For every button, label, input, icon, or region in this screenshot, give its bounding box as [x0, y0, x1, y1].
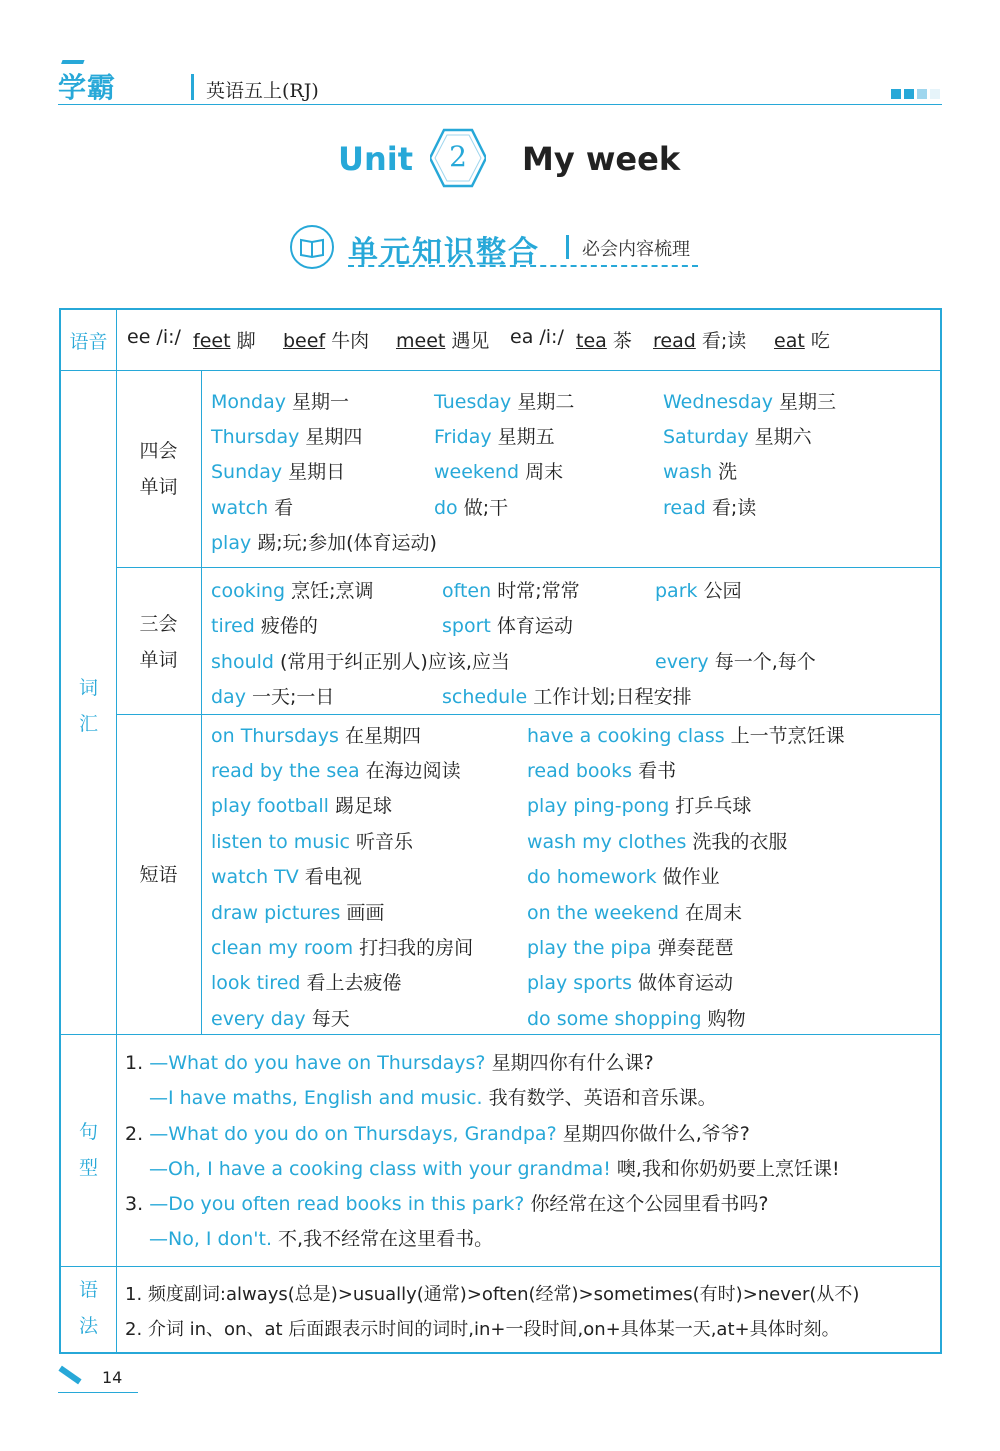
page-number: 14	[102, 1368, 123, 1387]
book-icon	[290, 225, 334, 269]
sublabel-column-divider	[201, 370, 202, 1034]
sentence-line: 3. —Do you often read books in this park? 你经常在这个公园里看书吗?	[125, 1193, 769, 1215]
section-subtitle: 必会内容梳理	[582, 239, 690, 260]
phrase: do some shopping 购物	[527, 1008, 746, 1030]
phrase: on the weekend 在周末	[527, 902, 743, 924]
vocab-word: play 踢;玩;参加(体育运动)	[211, 532, 437, 554]
sentence-line: 1. —What do you have on Thursdays? 星期四你有什么课?	[125, 1052, 654, 1074]
unit-word: Unit	[338, 140, 414, 178]
phrase: play football 踢足球	[211, 795, 392, 817]
vocab-word: often 时常;常常	[442, 580, 580, 602]
phonics-item: feet 脚	[193, 330, 256, 352]
vocab-word: Wednesday 星期三	[663, 391, 837, 413]
grammar-line: 2. 介词 in、on、at 后面跟表示时间的词时,in+一段时间,on+具体某一天,at+具体时刻。	[125, 1319, 840, 1340]
unit-name: My week	[522, 140, 681, 178]
vocab-word: Thursday 星期四	[211, 426, 363, 448]
phrase: do homework 做作业	[527, 866, 720, 888]
phonics-item: ee /i:/	[127, 326, 181, 348]
vocab-word: do 做;干	[434, 497, 509, 519]
vocab-word: cooking 烹饪;烹调	[211, 580, 374, 602]
vocab-word: Tuesday 星期二	[434, 391, 575, 413]
phrase: play the pipa 弹奏琵琶	[527, 937, 734, 959]
grammar-label: 语 法	[78, 1279, 98, 1337]
brand-logo: 学霸	[58, 71, 117, 104]
vocab-word: watch 看	[211, 497, 294, 519]
unit-title	[0, 128, 1000, 198]
phrase: look tired 看上去疲倦	[211, 972, 402, 994]
phonics-item: read 看;读	[653, 330, 747, 352]
phrase: every day 每天	[211, 1008, 350, 1030]
phonics-item: eat 吃	[774, 330, 830, 352]
vocab-word: sport 体育运动	[442, 615, 573, 637]
vocab-word: park 公园	[655, 580, 742, 602]
row-divider	[61, 370, 940, 371]
vocab-word: wash 洗	[663, 461, 738, 483]
phrase: have a cooking class 上一节烹饪课	[527, 725, 845, 747]
header-divider	[191, 74, 194, 100]
section-title: 单元知识整合	[348, 235, 540, 270]
phonics-item: beef 牛肉	[283, 330, 370, 352]
grammar-line: 1. 频度副词:always(总是)>usually(通常)>often(经常)>sometimes(有时)>never(从不)	[125, 1284, 860, 1305]
vocab-word: Friday 星期五	[434, 426, 555, 448]
section-divider	[566, 235, 569, 259]
section-underline	[348, 265, 698, 267]
vocab-word: should (常用于纠正别人)应该,应当	[211, 651, 510, 673]
sentence-line: 2. —What do you do on Thursdays, Grandpa? 星期四你做什么,爷爷?	[125, 1123, 750, 1145]
row-divider	[116, 714, 940, 715]
footer-rule	[58, 1392, 138, 1393]
unit-number-badge	[430, 128, 486, 188]
sentence-line: —Oh, I have a cooking class with your grandma! 噢,我和你奶奶要上烹饪课!	[149, 1158, 840, 1180]
page-footer	[58, 1368, 138, 1392]
section-header	[290, 225, 720, 275]
phonics-label: 语音	[69, 331, 108, 353]
sentence-line: —No, I don't. 不,我不经常在这里看书。	[149, 1228, 494, 1250]
row-divider	[61, 1266, 940, 1267]
phrase: clean my room 打扫我的房间	[211, 937, 474, 959]
phrase: play ping-pong 打乒乓球	[527, 795, 752, 817]
header-squares-icon	[888, 84, 940, 103]
knowledge-table	[59, 308, 942, 1354]
phrase: play sports 做体育运动	[527, 972, 734, 994]
vocab-label: 词 汇	[78, 677, 98, 735]
vocab-word: weekend 周末	[434, 461, 564, 483]
vocab-word: tired 疲倦的	[211, 615, 318, 637]
three-skill-label: 三会 单词	[139, 613, 178, 671]
phrase: watch TV 看电视	[211, 866, 362, 888]
vocab-word: Monday 星期一	[211, 391, 350, 413]
vocab-word: Sunday 星期日	[211, 461, 346, 483]
row-divider	[61, 1034, 940, 1035]
four-skill-label: 四会 单词	[139, 440, 178, 498]
phonics-item: meet 遇见	[396, 330, 490, 352]
phrase: on Thursdays 在星期四	[211, 725, 421, 747]
sentence-line: —I have maths, English and music. 我有数学、英语和音乐课。	[149, 1087, 717, 1109]
sentences-label: 句 型	[78, 1121, 98, 1179]
phrases-label: 短语	[139, 864, 178, 886]
vocab-word: every 每一个,每个	[655, 651, 816, 673]
unit-number: 2	[449, 140, 467, 173]
phonics-item: ea /i:/	[510, 326, 564, 348]
phrase: read by the sea 在海边阅读	[211, 760, 461, 782]
vocab-word: day 一天;一日	[211, 686, 335, 708]
book-title: 英语五上(RJ)	[206, 80, 319, 102]
phrase: wash my clothes 洗我的衣服	[527, 831, 788, 853]
page-header	[58, 66, 942, 106]
phonics-item: tea 茶	[576, 330, 632, 352]
phrase: listen to music 听音乐	[211, 831, 414, 853]
phrase: draw pictures 画画	[211, 902, 385, 924]
row-divider	[116, 567, 940, 568]
vocab-word: read 看;读	[663, 497, 757, 519]
vocab-word: Saturday 星期六	[663, 426, 812, 448]
phrase: read books 看书	[527, 760, 677, 782]
header-rule	[58, 104, 942, 105]
pencil-icon	[58, 1366, 81, 1385]
vocab-word: schedule 工作计划;日程安排	[442, 686, 692, 708]
